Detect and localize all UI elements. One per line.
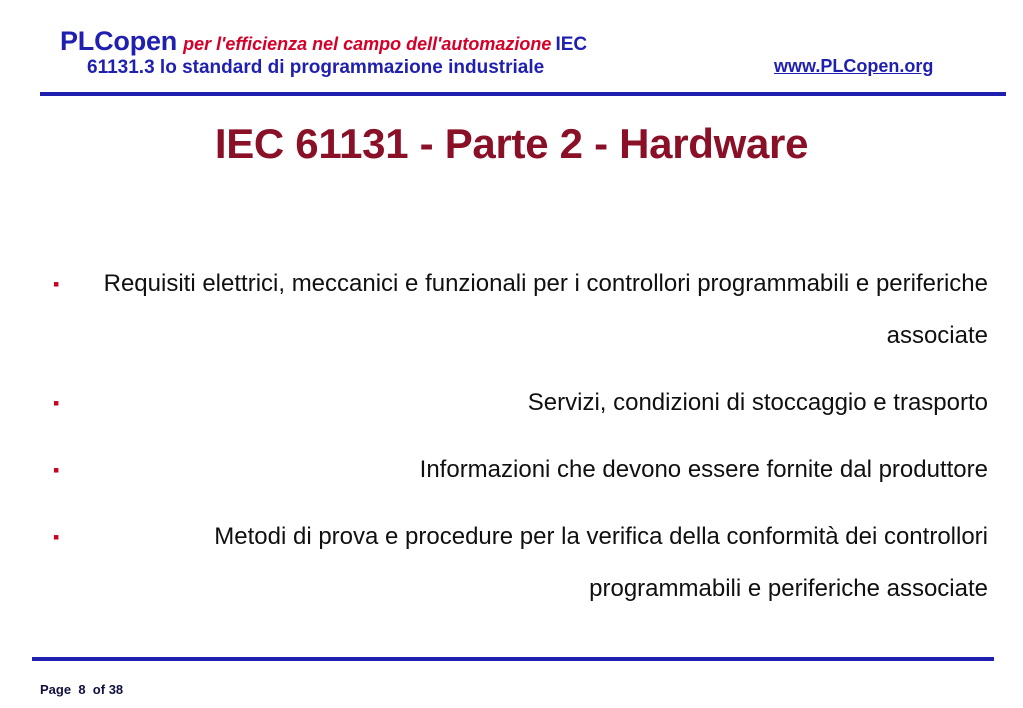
- bullet-item: [0, 258, 1023, 362]
- page-indicator: [40, 682, 123, 697]
- slide-title: IEC 61131 - Parte 2 - Hardware: [214, 120, 809, 167]
- bullet-square-icon: ▪: [53, 393, 60, 413]
- footer-divider: [32, 657, 994, 661]
- bullet-square-icon: ▪: [53, 274, 60, 294]
- page-label: Page: [40, 682, 72, 697]
- header-standard-line1: IEC: [555, 34, 588, 55]
- bullet-text: Informazioni che devono essere fornite dal produttore: [419, 456, 988, 483]
- header-tagline: per l'efficienza nel campo dell'automazione: [183, 34, 552, 54]
- bullet-square-icon: ▪: [53, 460, 60, 480]
- header-standard-line2: 61131.3 lo standard di programmazione industriale: [87, 57, 545, 78]
- page-of-label: of: [92, 682, 106, 697]
- bullet-list: [0, 258, 1023, 630]
- bullet-text: Requisiti elettrici, meccanici e funzionali per i controllori programmabili e periferiche associate: [103, 270, 988, 349]
- brand-name: PLCopen: [60, 26, 178, 56]
- bullet-square-icon: ▪: [53, 527, 60, 547]
- page-total: 38: [108, 682, 124, 697]
- bullet-item: [0, 511, 1023, 615]
- header-title: [60, 26, 700, 78]
- website-link[interactable]: www.PLCopen.org: [774, 56, 934, 76]
- bullet-text: Metodi di prova e procedure per la verifica della conformità dei controllori programmabili e periferiche associate: [214, 523, 988, 602]
- bullet-item: [0, 444, 1023, 496]
- page-number: 8: [78, 682, 86, 697]
- header-divider: [40, 92, 1006, 96]
- bullet-text: Servizi, condizioni di stoccaggio e trasporto: [527, 389, 988, 416]
- bullet-item: [0, 377, 1023, 429]
